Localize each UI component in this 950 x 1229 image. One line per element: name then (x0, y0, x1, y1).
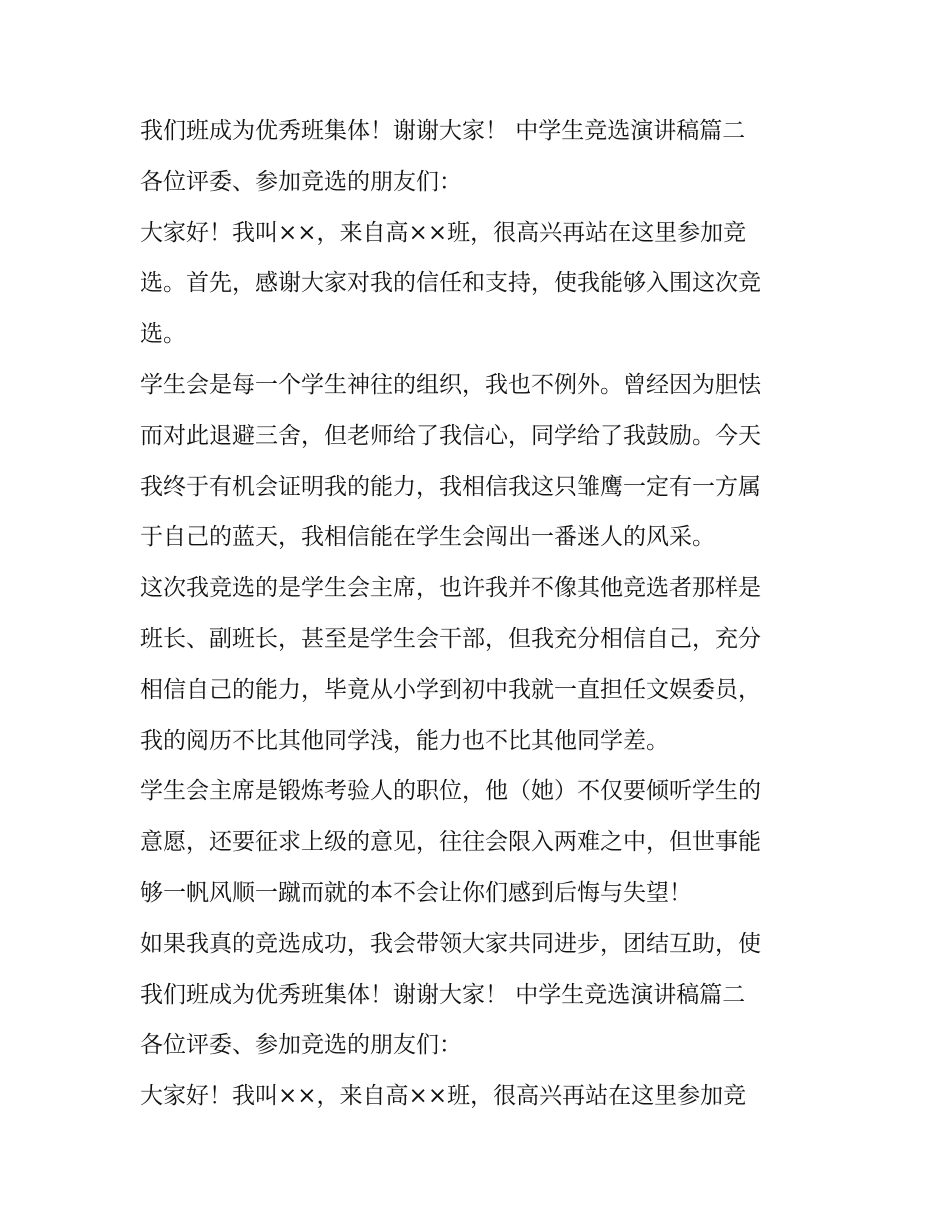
text-line: 于自己的蓝天，我相信能在学生会闯出一番迷人的风采。 (140, 524, 715, 551)
text-line: 意愿，还要征求上级的意见，往往会限入两难之中，但世事能 (140, 829, 761, 856)
text-line: 这次我竞选的是学生会主席，也许我并不像其他竞选者那样是 (140, 575, 761, 602)
text-line: 如果我真的竞选成功，我会带领大家共同进步，团结互助，使 (140, 930, 761, 957)
text-line: 相信自己的能力，毕竟从小学到初中我就一直担任文娱委员， (140, 676, 761, 703)
text-line: 班长、副班长，甚至是学生会干部，但我充分相信自己，充分 (140, 625, 761, 652)
text-line: 我的阅历不比其他同学浅，能力也不比其他同学差。 (140, 727, 669, 754)
text-line: 够一帆风顺一蹴而就的本不会让你们感到后悔与失望！ (140, 879, 692, 906)
document-body (140, 106, 820, 1122)
text-line: 我终于有机会证明我的能力，我相信我这只雏鹰一定有一方属 (140, 473, 761, 500)
text-line: 各位评委、参加竞选的朋友们： (140, 1032, 462, 1059)
text-line: 学生会主席是锻炼考验人的职位，他（她）不仅要倾听学生的 (140, 778, 761, 805)
text-line: 而对此退避三舍，但老师给了我信心，同学给了我鼓励。今天 (140, 422, 761, 449)
text-line: 选。首先，感谢大家对我的信任和支持，使我能够入围这次竞 (140, 270, 761, 297)
text-line: 选。 (140, 321, 186, 348)
text-line: 我们班成为优秀班集体！谢谢大家！ 中学生竞选演讲稿篇二 (140, 981, 746, 1008)
text-line: 大家好！我叫××，来自高××班，很高兴再站在这里参加竞 (140, 219, 747, 246)
text-line: 我们班成为优秀班集体！谢谢大家！ 中学生竞选演讲稿篇二 (140, 118, 746, 144)
text-line: 大家好！我叫××，来自高××班，很高兴再站在这里参加竞 (140, 1083, 747, 1110)
text-line: 学生会是每一个学生神往的组织，我也不例外。曾经因为胆怯 (140, 371, 761, 398)
text-line: 各位评委、参加竞选的朋友们： (140, 168, 462, 195)
